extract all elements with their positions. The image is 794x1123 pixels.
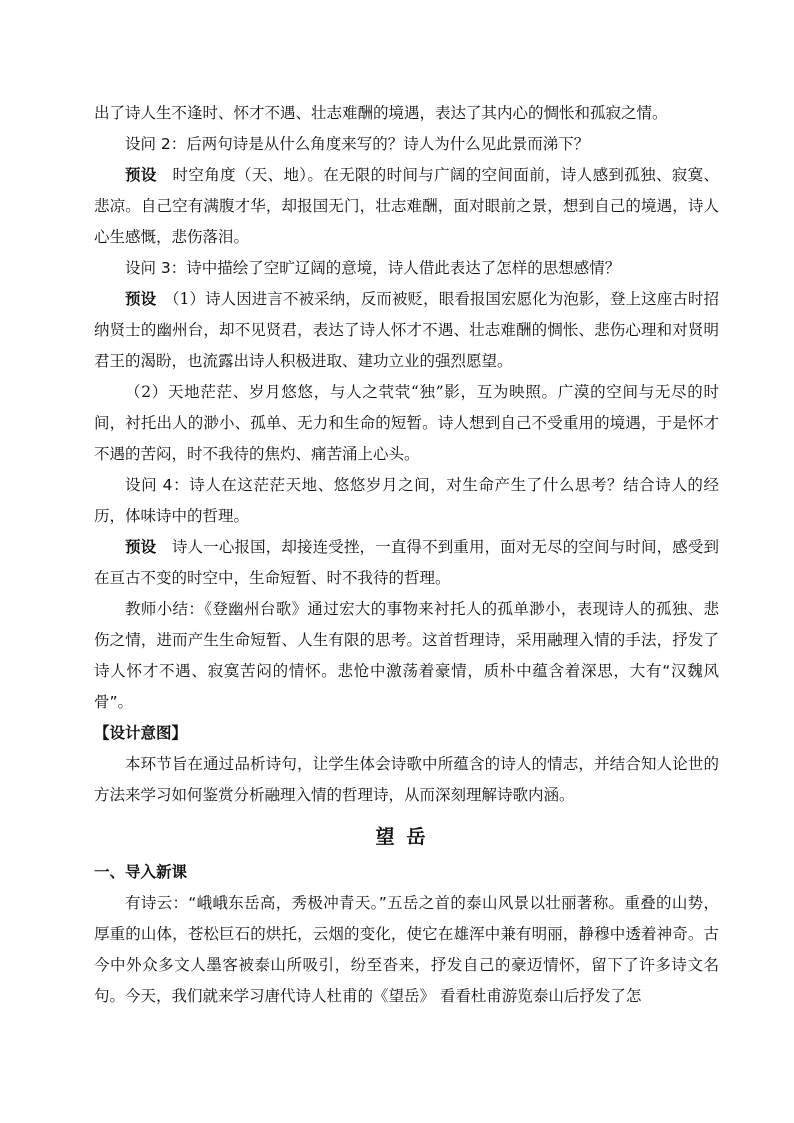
design-intent-heading: 【设计意图】 (94, 724, 188, 742)
question-3: 设问 3：诗中描绘了空旷辽阔的意境，诗人借此表达了怎样的思想感情？ (125, 259, 621, 277)
teacher-summary: 教师小结：《登幽州台歌》通过宏大的事物来衬托人的孤单渺小，表现诗人的孤独、悲伤之情，进而产生生命短暂、人生有限的思考。这首哲理诗，采用融理入情的手法，抒发了诗人怀才不遇、寂寞苦闷的情怀。悲怆中激荡着豪情，质朴中蕴含着深思，大有“汉魏风骨”。 (94, 600, 719, 711)
answer-2 (94, 160, 719, 253)
question-4: 设问 4：诗人在这茫茫天地、悠悠岁月之间，对生命产生了什么思考？结合诗人的经历，体味诗中的哲理。 (94, 476, 719, 525)
answer-label: 预设 (125, 538, 157, 556)
answer-text: 诗人一心报国，却接连受挫，一直得不到重用，面对无尽的空间与时间，感受到在亘古不变的时空中，生命短暂、时不我待的哲理。 (94, 538, 719, 587)
answer-text: 时空角度（天、地）。在无限的时间与广阔的空间面前，诗人感到孤独、寂寞、悲凉。自己空有满腹才华，却报国无门，壮志难酬，面对眼前之景，想到自己的境遇，诗人心生感慨，悲伤落泪。 (94, 166, 719, 246)
answer-3 (94, 284, 719, 377)
paragraph-continuation: 出了诗人生不逢时、怀才不遇、壮志难酬的境遇，表达了其内心的惆怅和孤寂之情。 (94, 104, 668, 122)
question-2: 设问 2：后两句诗是从什么角度来写的？诗人为什么见此景而涕下？ (125, 135, 590, 153)
answer-label: 预设 (125, 290, 157, 308)
lesson-title: 望岳 (375, 826, 438, 848)
answer-4 (94, 532, 719, 594)
answer-label: 预设 (125, 166, 157, 184)
answer-text: （1）诗人因进言不被采纳，反而被贬，眼看报国宏愿化为泡影，登上这座古时招纳贤士的幽州台，却不见贤君，表达了诗人怀才不遇、壮志难酬的惆怅、悲伤心理和对贤明君王的渴盼，也流露出诗人积极进取、建功立业的强烈愿望。 (94, 290, 719, 370)
design-intent-text: 本环节旨在通过品析诗句，让学生体会诗歌中所蕴含的诗人的情志，并结合知人论世的方法来学习如何鉴赏分析融理入情的哲理诗，从而深刻理解诗歌内涵。 (94, 755, 719, 804)
answer-3-part-2: （2）天地茫茫、岁月悠悠，与人之茕茕“独”影，互为映照。广漠的空间与无尽的时间，衬托出人的渺小、孤单、无力和生命的短暂。诗人想到自己不受重用的境遇，于是怀才不遇的苦闷，时不我待的焦灼、痛苦涌上心头。 (94, 383, 719, 463)
intro-paragraph: 有诗云：“峨峨东岳高，秀极冲青天。”五岳之首的泰山风景以壮丽著称。重叠的山势，厚重的山体，苍松巨石的烘托，云烟的变化，使它在雄浑中兼有明丽，静穆中透着神奇。古今中外众多文人墨客被泰山所吸引，纷至沓来，抒发自己的豪迈情怀，留下了许多诗文名句。今天，我们就来学习唐代诗人杜甫的《望岳》 看看杜甫游览泰山后抒发了怎 (94, 894, 719, 1005)
section-heading: 一、导入新课 (94, 863, 188, 881)
